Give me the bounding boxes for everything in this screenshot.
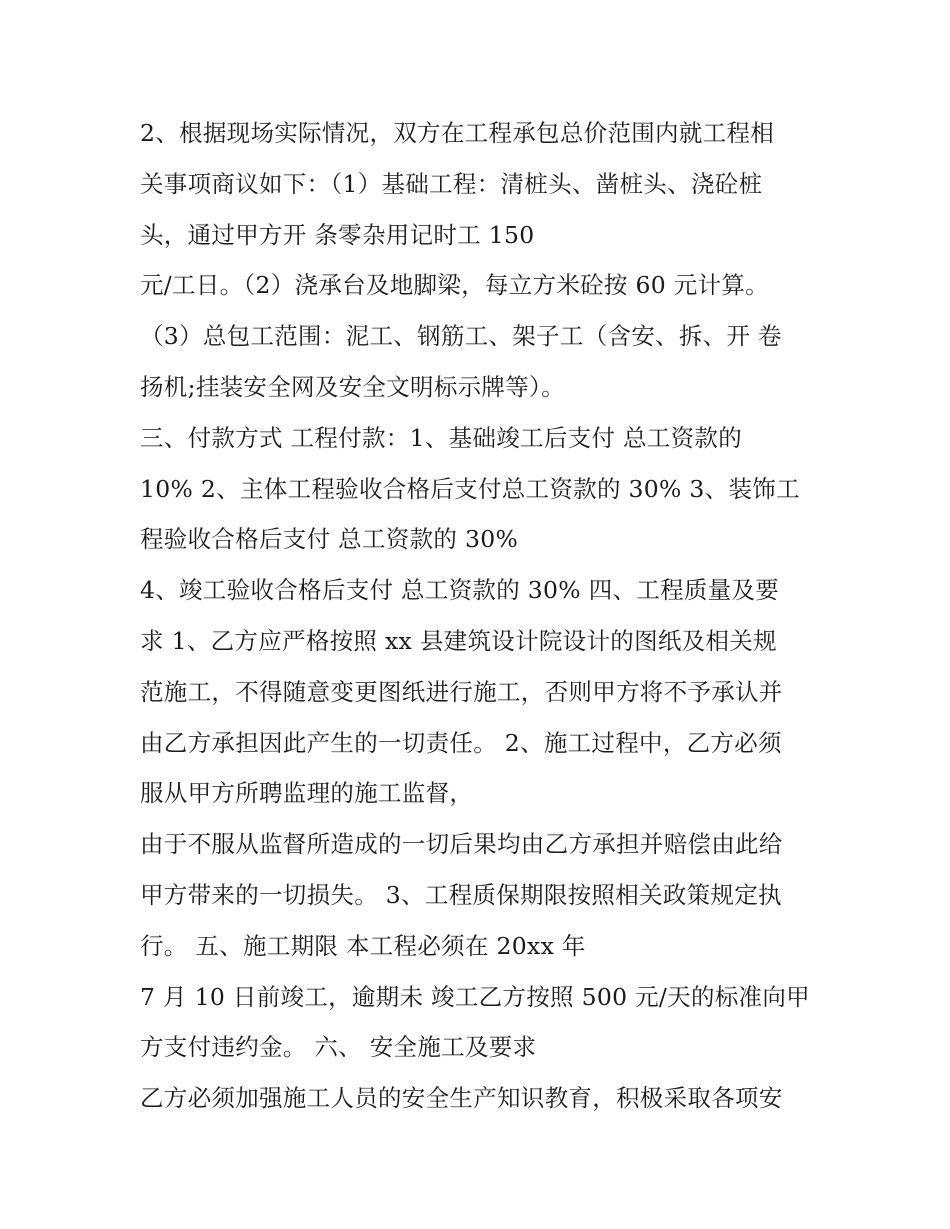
text-line: 甲方带来的一切损失。 3、工程质保期限按照相关政策规定执	[140, 880, 782, 909]
text-line: 由乙方承担因此产生的一切责任。 2、施工过程中，乙方必须	[140, 728, 782, 757]
text-line: 扬机;挂装安全网及安全文明标示牌等）。	[140, 372, 565, 401]
text-line: 乙方必须加强施工人员的安全生产知识教育，积极采取各项安	[140, 1084, 783, 1113]
text-line: 方支付违约金。 六、 安全施工及要求	[140, 1033, 537, 1062]
text-line: 求 1、乙方应严格按照 xx 县建筑设计院设计的图纸及相关规	[140, 626, 777, 655]
text-line: 由于不服从监督所造成的一切后果均由乙方承担并赔偿由此给	[140, 830, 783, 859]
text-line: 服从甲方所聘监理的施工监督，	[140, 779, 474, 808]
text-line: 元/工日。（2）浇承台及地脚梁，每立方米砼按 60 元计算。	[140, 271, 769, 300]
text-line: 三、付款方式 工程付款：1、基础竣工后支付 总工资款的	[140, 423, 742, 452]
text-line: 程验收合格后支付 总工资款的 30%	[140, 525, 519, 554]
text-line: 7 月 10 日前竣工，逾期未 竣工乙方按照 500 元/天的标准向甲	[140, 982, 810, 1011]
text-line: 2、根据现场实际情况，双方在工程承包总价范围内就工程相	[140, 119, 775, 147]
text-line: 行。 五、施工期限 本工程必须在 20xx 年	[140, 931, 586, 960]
text-line: 头，通过甲方开 条零杂用记时工 150	[140, 220, 535, 249]
contract-text-body	[140, 108, 830, 1124]
text-line: 范施工，不得随意变更图纸进行施工，否则甲方将不予承认并	[140, 677, 783, 706]
text-line: （3）总包工范围：泥工、钢筋工、架子工（含安、拆、开 卷	[140, 322, 782, 351]
text-line: 关事项商议如下：（1）基础工程：清桩头、凿桩头、浇砼桩	[140, 169, 763, 198]
text-line: 10% 2、主体工程验收合格后支付总工资款的 30% 3、装饰工	[140, 474, 800, 503]
text-line: 4、竣工验收合格后支付 总工资款的 30% 四、工程质量及要	[140, 576, 780, 605]
